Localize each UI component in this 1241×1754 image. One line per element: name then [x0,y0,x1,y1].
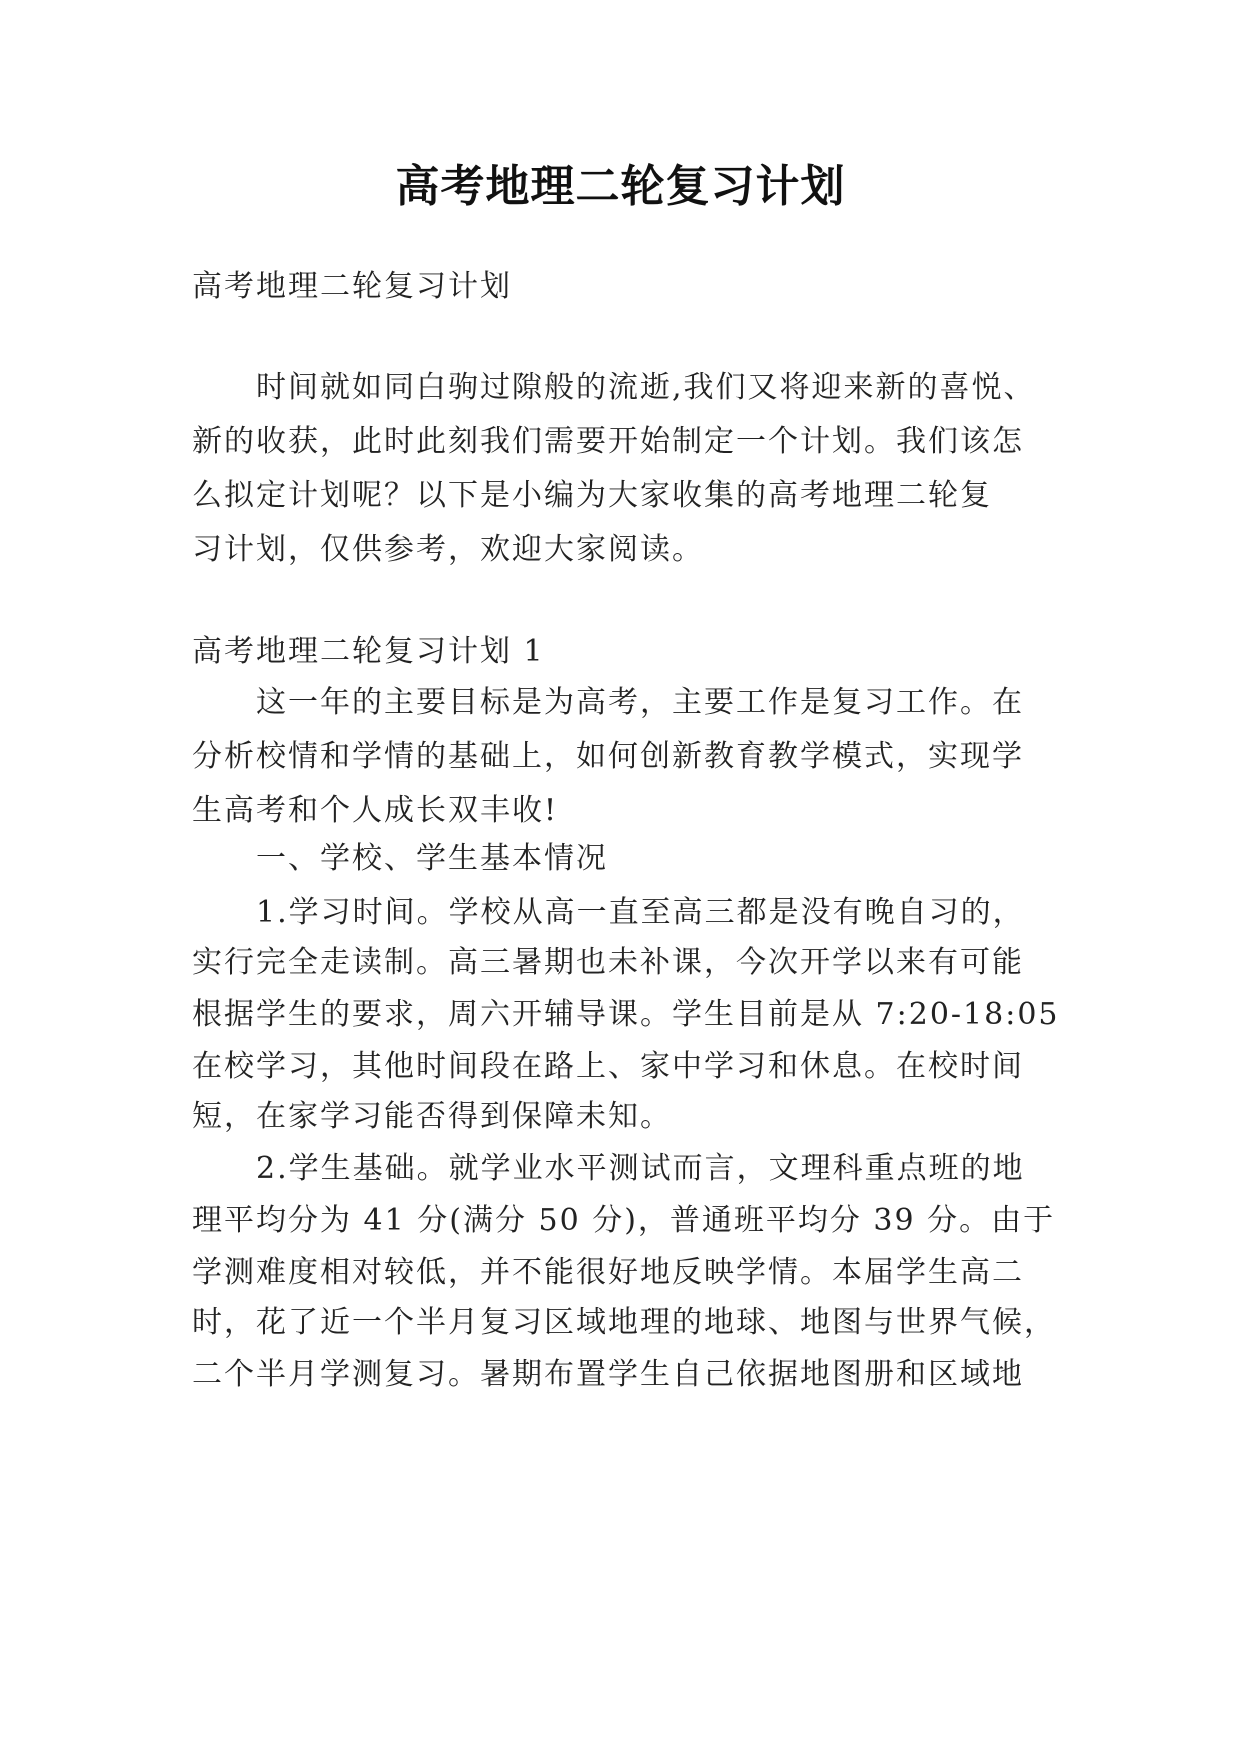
section-heading: 一、学校、学生基本情况 [256,841,608,876]
section-title: 高考地理二轮复习计划 1 [192,634,545,669]
intro-line: 习计划，仅供参考，欢迎大家阅读。 [192,532,704,567]
intro-line: 么拟定计划呢？以下是小编为大家收集的高考地理二轮复 [192,478,992,513]
body-line: 理平均分为 41 分(满分 50 分)，普通班平均分 39 分。由于 [192,1203,1056,1238]
body-line: 根据学生的要求，周六开辅导课。学生目前是从 7:20-18:05 [192,997,1060,1032]
body-line: 短，在家学习能否得到保障未知。 [192,1099,672,1134]
body-line: 时，花了近一个半月复习区域地理的地球、地图与世界气候， [192,1305,1056,1340]
body-line: 实行完全走读制。高三暑期也未补课，今次开学以来有可能 [192,945,1024,980]
document-subtitle: 高考地理二轮复习计划 [192,269,512,304]
intro-line: 新的收获，此时此刻我们需要开始制定一个计划。我们该怎 [192,424,1024,459]
body-line: 二个半月学测复习。暑期布置学生自己依据地图册和区域地 [192,1357,1024,1392]
body-line: 分析校情和学情的基础上，如何创新教育教学模式，实现学 [192,739,1024,774]
body-line: 1.学习时间。学校从高一直至高三都是没有晚自习的， [256,895,1025,930]
body-line: 在校学习，其他时间段在路上、家中学习和休息。在校时间 [192,1049,1024,1084]
document-title: 高考地理二轮复习计划 [395,161,846,212]
body-line: 这一年的主要目标是为高考，主要工作是复习工作。在 [256,685,1024,720]
body-line: 学测难度相对较低，并不能很好地反映学情。本届学生高二 [192,1255,1024,1290]
body-line: 2.学生基础。就学业水平测试而言，文理科重点班的地 [256,1151,1025,1186]
intro-line: 时间就如同白驹过隙般的流逝,我们又将迎来新的喜悦、 [256,370,1036,405]
body-line: 生高考和个人成长双丰收! [192,793,559,828]
